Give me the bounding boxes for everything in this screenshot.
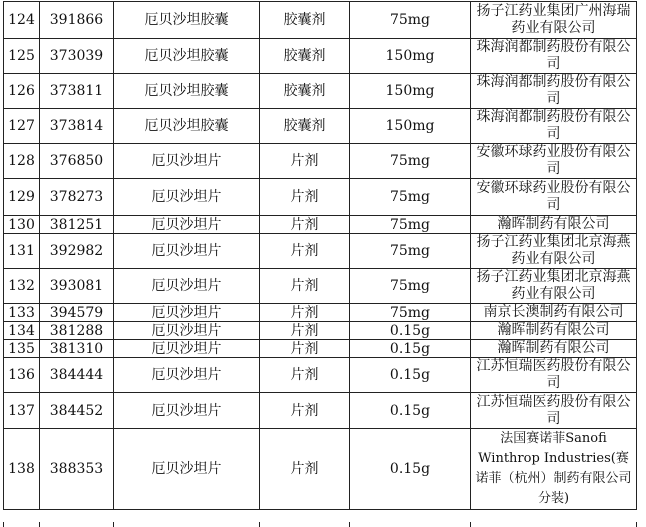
dosage-form-cell: 片剂 (260, 340, 350, 358)
specification-cell: 150mg (350, 74, 471, 109)
table-row (4, 304, 637, 322)
row-number-cell: 137 (4, 393, 40, 429)
table-row (4, 179, 637, 216)
table-row (4, 216, 637, 234)
specification-cell: 0.15g (350, 429, 471, 510)
approval-code-cell: 373039 (40, 39, 114, 74)
row-number-cell: 126 (4, 74, 40, 109)
dosage-form-cell: 片剂 (260, 234, 350, 269)
approval-code-cell: 388353 (40, 429, 114, 510)
row-number-cell: 135 (4, 340, 40, 358)
approval-code-cell: 373814 (40, 109, 114, 144)
specification-cell: 0.15g (350, 393, 471, 429)
approval-code-cell: 381310 (40, 340, 114, 358)
dosage-form-cell: 片剂 (260, 304, 350, 322)
specification-cell: 0.15g (350, 358, 471, 393)
table-row (4, 234, 637, 269)
row-number-cell: 136 (4, 358, 40, 393)
specification-cell: 150mg (350, 109, 471, 144)
table-row (4, 144, 637, 179)
row-number-cell: 138 (4, 429, 40, 510)
table-row (4, 322, 637, 340)
drug-name-cell: 厄贝沙坦片 (114, 144, 260, 179)
table-row (4, 269, 637, 304)
dosage-form-cell: 胶囊剂 (260, 109, 350, 144)
manufacturer-cell: 扬子江药业集团广州海瑞药业有限公司 (471, 2, 637, 39)
row-number-cell: 128 (4, 144, 40, 179)
table-row (4, 2, 637, 39)
manufacturer-cell: 瀚晖制药有限公司 (471, 340, 637, 358)
approval-code-cell: 381251 (40, 216, 114, 234)
table-body (4, 2, 637, 510)
drug-name-cell: 厄贝沙坦胶囊 (114, 109, 260, 144)
manufacturer-cell: 江苏恒瑞医药股份有限公司 (471, 358, 637, 393)
approval-code-cell: 391866 (40, 2, 114, 39)
row-number-cell: 134 (4, 322, 40, 340)
drug-name-cell: 厄贝沙坦片 (114, 429, 260, 510)
drug-name-cell: 厄贝沙坦胶囊 (114, 39, 260, 74)
row-number-cell: 130 (4, 216, 40, 234)
manufacturer-cell: 珠海润都制药股份有限公司 (471, 109, 637, 144)
row-number-cell: 133 (4, 304, 40, 322)
specification-cell: 75mg (350, 179, 471, 216)
dosage-form-cell: 片剂 (260, 216, 350, 234)
manufacturer-cell: 珠海润都制药股份有限公司 (471, 74, 637, 109)
specification-cell: 0.15g (350, 340, 471, 358)
drug-name-cell: 厄贝沙坦片 (114, 340, 260, 358)
approval-code-cell: 392982 (40, 234, 114, 269)
next-row-stub (3, 522, 636, 527)
drug-name-cell: 厄贝沙坦片 (114, 304, 260, 322)
drug-name-cell: 厄贝沙坦胶囊 (114, 74, 260, 109)
manufacturer-cell: 瀚晖制药有限公司 (471, 322, 637, 340)
approval-code-cell: 376850 (40, 144, 114, 179)
row-number-cell: 132 (4, 269, 40, 304)
drug-name-cell: 厄贝沙坦片 (114, 216, 260, 234)
row-number-cell: 125 (4, 39, 40, 74)
table-row (4, 358, 637, 393)
drug-name-cell: 厄贝沙坦片 (114, 234, 260, 269)
manufacturer-cell: 扬子江药业集团北京海燕药业有限公司 (471, 269, 637, 304)
approval-code-cell: 378273 (40, 179, 114, 216)
row-number-cell: 129 (4, 179, 40, 216)
manufacturer-cell: 南京长澳制药有限公司 (471, 304, 637, 322)
table-row (4, 393, 637, 429)
drug-name-cell: 厄贝沙坦片 (114, 393, 260, 429)
drug-name-cell: 厄贝沙坦片 (114, 358, 260, 393)
manufacturer-cell: 安徽环球药业股份有限公司 (471, 144, 637, 179)
drug-name-cell: 厄贝沙坦片 (114, 179, 260, 216)
specification-cell: 75mg (350, 269, 471, 304)
approval-code-cell: 393081 (40, 269, 114, 304)
dosage-form-cell: 片剂 (260, 358, 350, 393)
drug-name-cell: 厄贝沙坦片 (114, 269, 260, 304)
specification-cell: 75mg (350, 234, 471, 269)
specification-cell: 150mg (350, 39, 471, 74)
dosage-form-cell: 片剂 (260, 269, 350, 304)
dosage-form-cell: 片剂 (260, 429, 350, 510)
specification-cell: 75mg (350, 304, 471, 322)
manufacturer-cell: 安徽环球药业股份有限公司 (471, 179, 637, 216)
dosage-form-cell: 胶囊剂 (260, 39, 350, 74)
table-row (4, 340, 637, 358)
specification-cell: 75mg (350, 144, 471, 179)
table-row (4, 74, 637, 109)
approval-code-cell: 384452 (40, 393, 114, 429)
drug-list-table (3, 1, 637, 510)
table-row (4, 429, 637, 510)
table-row (4, 39, 637, 74)
drug-name-cell: 厄贝沙坦胶囊 (114, 2, 260, 39)
dosage-form-cell: 胶囊剂 (260, 74, 350, 109)
table-row (4, 109, 637, 144)
specification-cell: 0.15g (350, 322, 471, 340)
approval-code-cell: 394579 (40, 304, 114, 322)
manufacturer-cell: 江苏恒瑞医药股份有限公司 (471, 393, 637, 429)
dosage-form-cell: 胶囊剂 (260, 2, 350, 39)
dosage-form-cell: 片剂 (260, 179, 350, 216)
manufacturer-cell: 瀚晖制药有限公司 (471, 216, 637, 234)
row-number-cell: 131 (4, 234, 40, 269)
specification-cell: 75mg (350, 2, 471, 39)
manufacturer-cell: 法国赛诺菲Sanofi Winthrop Industries(赛诺菲（杭州）制药有限公司分装) (471, 429, 637, 510)
row-number-cell: 124 (4, 2, 40, 39)
row-number-cell: 127 (4, 109, 40, 144)
approval-code-cell: 373811 (40, 74, 114, 109)
drug-name-cell: 厄贝沙坦片 (114, 322, 260, 340)
dosage-form-cell: 片剂 (260, 393, 350, 429)
manufacturer-cell: 珠海润都制药股份有限公司 (471, 39, 637, 74)
approval-code-cell: 381288 (40, 322, 114, 340)
manufacturer-cell: 扬子江药业集团北京海燕药业有限公司 (471, 234, 637, 269)
dosage-form-cell: 片剂 (260, 322, 350, 340)
approval-code-cell: 384444 (40, 358, 114, 393)
dosage-form-cell: 片剂 (260, 144, 350, 179)
specification-cell: 75mg (350, 216, 471, 234)
